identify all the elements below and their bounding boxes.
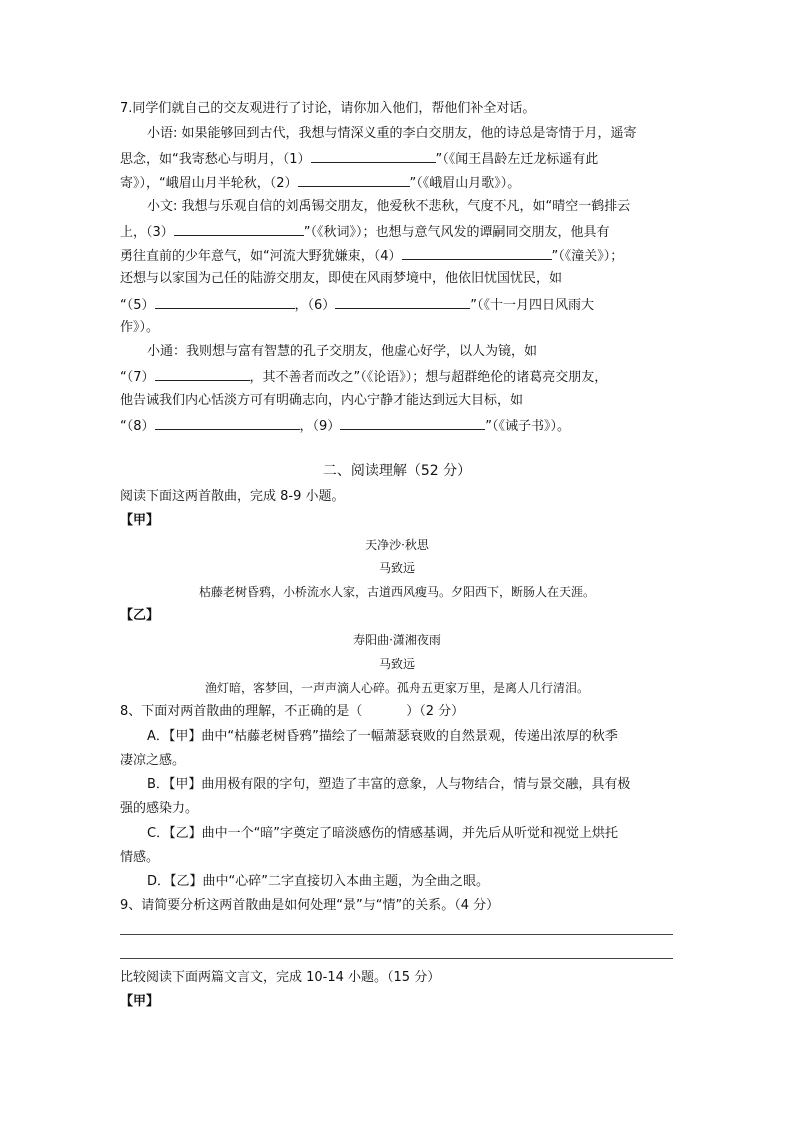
q7-xiaowen-line2-text-b: ”（《秋词》）；也想与意气风发的谭嗣同交朋友，他具有 [303,225,610,240]
blank-8 [155,417,300,430]
q7-xiaoyu-line1: 小语: 如果能够回到古代，我想与情深义重的李白交朋友，他的诗总是寄情于月，遥寄 [147,126,637,141]
q7-xiaowen-line5-text-b: ，（6） [294,298,336,313]
q7-intro: 7.同学们就自己的交友观进行了讨论，请你加入他们，帮他们补全对话。 [120,101,536,116]
q8-stem-text-a: 8、下面对两首散曲的理解，不正确的是（ [120,704,363,719]
q8-option-a-line1: A．【甲】曲中“枯藤老树昏鸦”描绘了一幅萧瑟衰败的自然景观，传递出浓厚的秋季 [147,729,618,744]
q8-option-c-line2: 情感。 [120,850,160,865]
q7-xiaowen-line3-text-a: 勇往直前的少年意气，如“河流大野犹嫌束，（4） [120,249,402,264]
q7-xiaotong-line2-text-a: “（7） [120,370,155,385]
blank-4 [402,247,552,260]
blank-7 [155,368,250,381]
q7-xiaowen-line4: 还想与以家国为己任的陆游交朋友，即使在风雨梦境中，他依旧忧国忧民，如 [120,271,563,286]
blank-9 [340,417,485,430]
poem1-text: 枯藤老树昏鸦，小桥流水人家，古道西风瘦马。夕阳西下，断肠人在天涯。 [198,585,595,599]
q7-xiaotong-line4 [120,417,570,435]
q9-stem: 9、请简要分析这两首散曲是如何处理“景”与“情”的关系。（4 分） [120,898,500,913]
section2-instruction: 阅读下面这两首散曲，完成 8-9 小题。 [120,489,345,504]
q8-stem-text-b: ）（2 分） [406,704,465,719]
q8-option-b-line2: 强的感染力。 [120,801,199,816]
q7-xiaowen-line1: 小文: 我想与乐观自信的刘禹锡交朋友，他爱秋不悲秋，气度不凡，如“晴空一鹤排云 [147,199,631,214]
q7-xiaoyu-line3 [120,174,520,192]
blank-3 [174,223,304,236]
section2-heading: 二、阅读理解（52 分） [322,463,472,479]
blank-5 [155,296,295,309]
answer-line-2 [120,958,673,959]
q8-option-b-line1: B．【甲】曲用极有限的字句，塑造了丰富的意象，人与物结合，情与景交融，具有极 [147,777,631,792]
q8-option-d: D．【乙】曲中“心碎”二字直接切入本曲主题，为全曲之眼。 [147,874,489,889]
q7-xiaowen-line5 [120,296,594,314]
q7-xiaotong-line3: 他告诫我们内心恬淡方可有明确志向，内心宁静才能达到远大目标，如 [120,393,524,408]
poem2-author: 马致远 [378,657,415,671]
q7-xiaotong-line1: 小通：我则想与富有智慧的孔子交朋友，他虚心好学，以人为镜，如 [147,344,538,359]
q7-xiaotong-line4-text-c: ”（《诫子书》）。 [485,419,571,434]
q7-xiaoyu-line3-text-b: ”（《峨眉山月歌》）。 [409,176,521,191]
section3-label-jia: 【甲】 [120,994,160,1009]
blank-2 [298,174,410,187]
q7-xiaowen-line3-text-b: ”（《潼关》）； [551,249,624,264]
poem1-title: 天净沙·秋思 [365,538,429,552]
q7-xiaoyu-line2 [120,150,598,168]
label-yi: 【乙】 [120,608,160,623]
q7-xiaowen-line5-text-c: ”（《十一月四日风雨大 [470,298,595,313]
q7-xiaotong-line2 [120,368,607,386]
label-jia: 【甲】 [120,513,160,528]
q7-xiaotong-line2-text-b: ，其不善者而改之”（《论语》）；想与超群绝伦的诸葛亮交朋友， [249,370,608,385]
q7-xiaowen-line6: 作》）。 [120,320,160,335]
q7-xiaowen-line2-text-a: 上，（3） [120,225,174,240]
poem2-text: 渔灯暗，客梦回，一声声滴人心碎。孤舟五更家万里，是离人几行清泪。 [204,681,589,695]
q7-xiaowen-line3 [120,247,623,265]
poem1-author: 马致远 [378,561,415,575]
q8-stem [120,704,464,720]
q8-option-a-line2: 凄凉之感。 [120,753,186,768]
q8-option-c-line1: C．【乙】曲中一个“暗”字奠定了暗淡感伤的情感基调，并先后从听觉和视觉上烘托 [147,826,619,841]
q7-xiaotong-line4-text-a: “（8） [120,419,155,434]
section3-instruction: 比较阅读下面两篇文言文，完成 10-14 小题。（15 分） [120,970,441,985]
q7-xiaoyu-line2-text-b: ”（《闻王昌龄左迁龙标遥有此 [435,152,599,167]
answer-line-1 [120,934,673,935]
blank-1 [311,150,436,163]
blank-6 [335,296,470,309]
q7-xiaowen-line2 [120,223,610,241]
q7-xiaotong-line4-text-b: ，（9） [299,419,341,434]
q7-xiaoyu-line3-text-a: 寄》），“峨眉山月半轮秋，（2） [120,176,298,191]
poem2-title: 寿阳曲·潇湘夜雨 [353,633,441,647]
q7-xiaoyu-line2-text-a: 思念，如“我寄愁心与明月，（1） [120,152,311,167]
q7-xiaowen-line5-text-a: “（5） [120,298,155,313]
